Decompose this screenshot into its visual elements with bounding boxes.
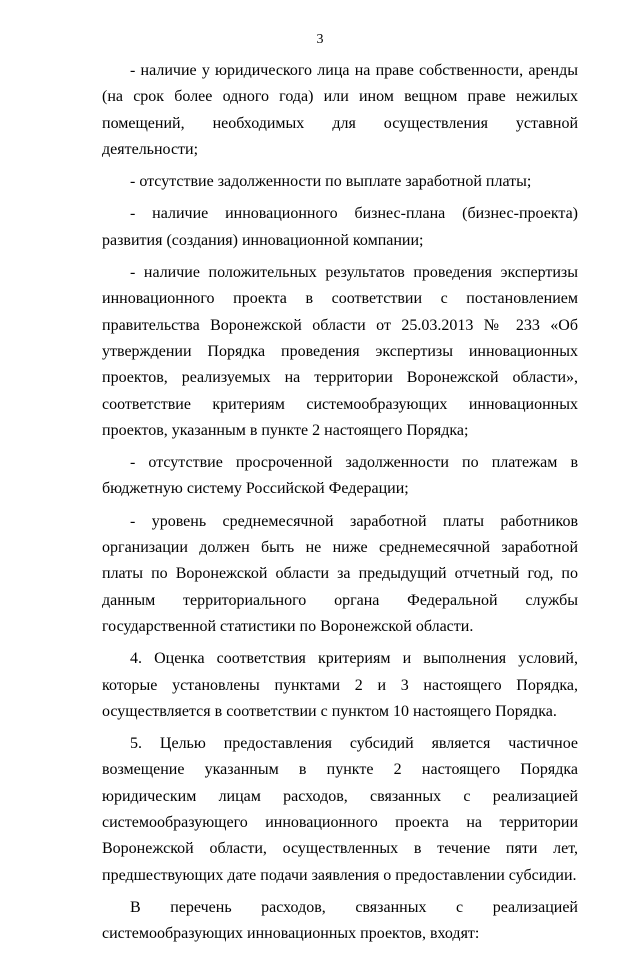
paragraph-premises-condition: - наличие у юридического лица на праве собственности, аренды (на срок более одного года) или ином вещном праве нежилых помещений, необходимых для осуществления уставной деятельности; <box>102 62 578 158</box>
paragraph-business-plan: - наличие инновационного бизнес-плана (бизнес-проекта) развития (создания) инновационной компании; <box>102 205 578 249</box>
paragraph-average-salary: - уровень среднемесячной заработной платы работников организации должен быть не ниже среднемесячной заработной платы по Воронежской области за предыдущий отчетный год, по данным территориального органа Федеральной службы государственной статистики по Воронежской области. <box>102 512 578 635</box>
paragraph-item-4: 4. Оценка соответствия критериям и выполнения условий, которые установлены пунктами 2 и 3 настоящего Порядка, осуществляется в соответствии с пунктом 10 настоящего Порядка. <box>102 650 578 720</box>
page-number: 3 <box>316 32 324 47</box>
document-body <box>102 58 578 954</box>
paragraph-no-overdue-payments: - отсутствие просроченной задолженности по платежам в бюджетную систему Российской Федерации; <box>102 454 578 498</box>
paragraph-expense-list-intro: В перечень расходов, связанных с реализацией системообразующих инновационных проектов, входят: <box>102 898 578 943</box>
paragraph-item-5: 5. Целью предоставления субсидий является частичное возмещение указанным в пункте 2 настоящего Порядка юридическим лицам расходов, связанных с реализацией системообразующего инновационного проекта на территории Воронежской области, осуществленных в течение пяти лет, предшествующих дате подачи заявления о предоставлении субсидии. <box>102 735 578 884</box>
paragraph-no-wage-arrears: - отсутствие задолженности по выплате заработной платы; <box>130 173 532 191</box>
paragraph-expertise-results: - наличие положительных результатов проведения экспертизы инновационного проекта в соответствии с постановлением правительства Воронежской области от 25.03.2013 № 233 «Об утверждении Порядка проведения экспертизы инновационных проектов, реализуемых на территории Воронежской области», соответствие критериям системообразующих инновационных проектов, указанным в пункте 2 настоящего Порядка; <box>102 264 578 439</box>
